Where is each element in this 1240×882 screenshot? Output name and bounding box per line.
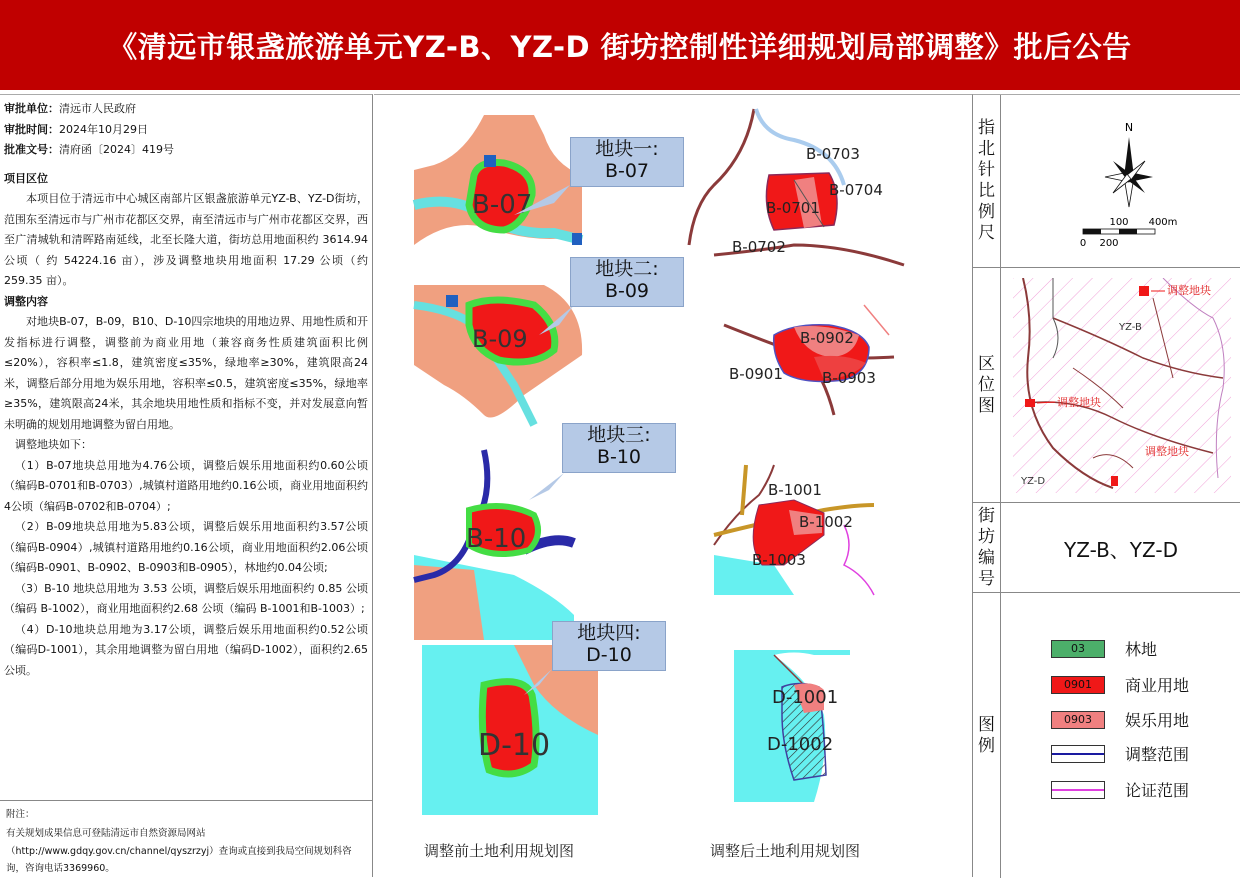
after-label-b0701: B-0701 bbox=[766, 199, 820, 217]
before-label-b09: B-09 bbox=[472, 325, 528, 353]
compass-label: 指北针比例尺 bbox=[978, 118, 995, 243]
marker-label-1: 调整地块 bbox=[1167, 284, 1211, 297]
before-map-b07 bbox=[414, 115, 582, 265]
after-label-d1001: D-1001 bbox=[772, 687, 839, 708]
approval-unit: 审批单位：清远市人民政府 bbox=[4, 102, 136, 115]
before-label-d10: D-10 bbox=[478, 728, 551, 763]
location-text: 本项目位于清远市中心城区南部片区银盏旅游单元YZ-B、YZ-D街坊，范围东至清远市与广州市花都区交界，南至清远市与广州市花都区交界，西至广清城轨和清晖路南延线，北至长隆大道，街坊总用地面积约 3614.94 公顷（ 约 54224.16 亩），涉及调整地块用地面积 17.29 公顷（约 259.35 亩）。 bbox=[4, 192, 368, 287]
location-map-section bbox=[973, 268, 1240, 503]
footer-line2: （http://www.gdqy.gov.cn/channel/qyszrzyj）查询或直接到我局空间规划科咨询，咨询电话3369960。 bbox=[6, 846, 352, 874]
after-map-d10 bbox=[734, 650, 850, 802]
before-map-b09 bbox=[414, 285, 582, 425]
legend-text-entertainment: 娱乐用地 bbox=[1125, 711, 1190, 730]
callout-block-4: 地块四: D-10 bbox=[552, 621, 666, 671]
legend-swatch-entertainment: 0903 bbox=[1051, 711, 1105, 729]
legend-item-commercial bbox=[1051, 673, 1189, 696]
callout-block-1: 地块一: B-07 bbox=[570, 137, 684, 187]
block-code-label: 街坊编号 bbox=[978, 505, 995, 589]
before-label-b10: B-10 bbox=[466, 524, 527, 554]
info-panel bbox=[972, 94, 1240, 877]
list-item-2: （2）B-09地块总用地为5.83公顷，调整后娱乐用地面积约3.57公顷（编码B-0904）,城镇村道路用地约0.16公顷，商业用地面积约2.06公顷（编码B-0901、B-0902、B-0903和B-0905），林地约0.04公顷; bbox=[4, 520, 368, 574]
legend-text-forest: 林地 bbox=[1125, 640, 1158, 659]
compass-graphic bbox=[1001, 95, 1240, 268]
compass-section bbox=[973, 95, 1240, 268]
scale-bottom-2: 200 bbox=[1099, 238, 1119, 249]
footer-label: 附注： bbox=[6, 809, 35, 820]
map-area bbox=[374, 94, 972, 878]
legend-text-demo-range: 论证范围 bbox=[1125, 781, 1190, 800]
location-heading: 项目区位 bbox=[4, 171, 48, 185]
location-map-label: 区位图 bbox=[978, 353, 995, 416]
after-label-b0902: B-0902 bbox=[800, 329, 854, 347]
scale-top-1: 100 bbox=[1109, 217, 1129, 228]
legend-item-entertainment bbox=[1051, 708, 1189, 731]
approval-doc: 批准文号：清府函〔2024〕419号 bbox=[4, 143, 174, 156]
page-title: 《清远市银盏旅游单元YZ-B、YZ-D 街坊控制性详细规划局部调整》批后公告 bbox=[108, 29, 1132, 64]
after-label-b0704: B-0704 bbox=[829, 181, 883, 199]
legend-section bbox=[973, 593, 1240, 878]
list-item-1: （1）B-07地块总用地为4.76公顷，调整后娱乐用地面积约0.60公顷（编码B-0701和B-0703）,城镇村道路用地约0.16公顷，商业用地面积约4公顷（编码B-0702和B-0704）; bbox=[4, 458, 368, 513]
after-label-b1003: B-1003 bbox=[752, 551, 806, 569]
legend-label: 图例 bbox=[978, 714, 995, 756]
approval-time: 审批时间：2024年10月29日 bbox=[4, 122, 148, 136]
after-map-b10 bbox=[714, 465, 874, 595]
compass-rose-icon bbox=[1105, 137, 1153, 207]
text-panel bbox=[0, 94, 373, 800]
callout-block-2: 地块二: B-09 bbox=[570, 257, 684, 307]
block-code-section bbox=[973, 503, 1240, 593]
after-label-b0903: B-0903 bbox=[822, 369, 876, 387]
after-map-b07 bbox=[689, 109, 904, 265]
after-label-b0703: B-0703 bbox=[806, 145, 860, 163]
caption-after: 调整后土地利用规划图 bbox=[710, 842, 861, 860]
callout-block-3: 地块三: B-10 bbox=[562, 423, 676, 473]
list-item-4: （4）D-10地块总用地为3.17公顷，调整后娱乐用地面积约0.52公顷（编码D-1001），其余用地调整为留白用地（编码D-1002），面积约2.65公顷。 bbox=[4, 622, 368, 677]
marker-1 bbox=[1139, 286, 1149, 296]
title-banner bbox=[0, 0, 1240, 90]
list-intro: 调整地块如下： bbox=[15, 438, 92, 451]
legend-swatch-commercial: 0901 bbox=[1051, 676, 1105, 694]
after-label-b0901: B-0901 bbox=[729, 365, 783, 383]
after-label-b0702: B-0702 bbox=[732, 238, 786, 256]
marker-label-3: 调整地块 bbox=[1145, 445, 1189, 458]
plan-maps bbox=[374, 95, 972, 878]
before-label-b07: B-07 bbox=[472, 190, 533, 220]
after-label-b1002: B-1002 bbox=[799, 513, 853, 531]
location-map-graphic bbox=[1013, 278, 1231, 493]
after-label-b1001: B-1001 bbox=[768, 481, 822, 499]
footer-note bbox=[0, 800, 373, 877]
legend-item-adjust-range bbox=[1051, 742, 1189, 765]
legend-item-forest bbox=[1051, 637, 1157, 660]
adjust-heading: 调整内容 bbox=[4, 294, 48, 308]
legend-swatch-demo-range bbox=[1051, 781, 1105, 799]
marker-label-2: 调整地块 bbox=[1057, 396, 1101, 409]
caption-before: 调整前土地利用规划图 bbox=[424, 842, 575, 860]
marker-3 bbox=[1111, 476, 1118, 486]
north-label: N bbox=[1124, 121, 1134, 134]
legend-text-commercial: 商业用地 bbox=[1125, 676, 1190, 695]
list-item-3: （3）B-10 地块总用地为 3.53 公顷，调整后娱乐用地面积约 0.85 公顷（编码 B-1002），商业用地面积约2.68 公顷（编码 B-1001和B-1003）; bbox=[4, 581, 368, 615]
yzb-label: YZ-B bbox=[1119, 322, 1142, 333]
footer-line1: 有关规划成果信息可登陆清远市自然资源局网站 bbox=[6, 828, 206, 839]
block-code-value: YZ-B、YZ-D bbox=[1064, 537, 1178, 562]
scale-bar bbox=[1083, 229, 1155, 234]
after-map-b09 bbox=[724, 305, 894, 415]
legend-swatch-forest: 03 bbox=[1051, 640, 1105, 658]
legend-item-demo-range bbox=[1051, 778, 1189, 801]
scale-top-2: 400m bbox=[1148, 217, 1178, 228]
yzd-label: YZ-D bbox=[1021, 476, 1046, 487]
adjust-text: 对地块B-07，B-09，B10、D-10四宗地块的用地边界、用地性质和开发指标进行调整，调整前为商业用地（兼容商务性质建筑面积比例≤20%），容积率≤1.8，建筑密度≤35%，绿地率≥30%，建筑限高24米，调整后部分用地为娱乐用地，容积率≤0.5，建筑密度≤35%，绿地率≥35%，建筑限高24米，其余地块用地性质和指标不变，并对发展意向暂未明确的规划用地调整为留白用地。 bbox=[4, 315, 368, 431]
before-map-b10 bbox=[414, 445, 574, 640]
legend-text-adjust-range: 调整范围 bbox=[1125, 745, 1190, 764]
after-label-d1002: D-1002 bbox=[767, 734, 834, 755]
scale-bottom-1: 0 bbox=[1079, 238, 1087, 249]
marker-2 bbox=[1025, 399, 1035, 407]
legend-swatch-adjust-range bbox=[1051, 745, 1105, 763]
